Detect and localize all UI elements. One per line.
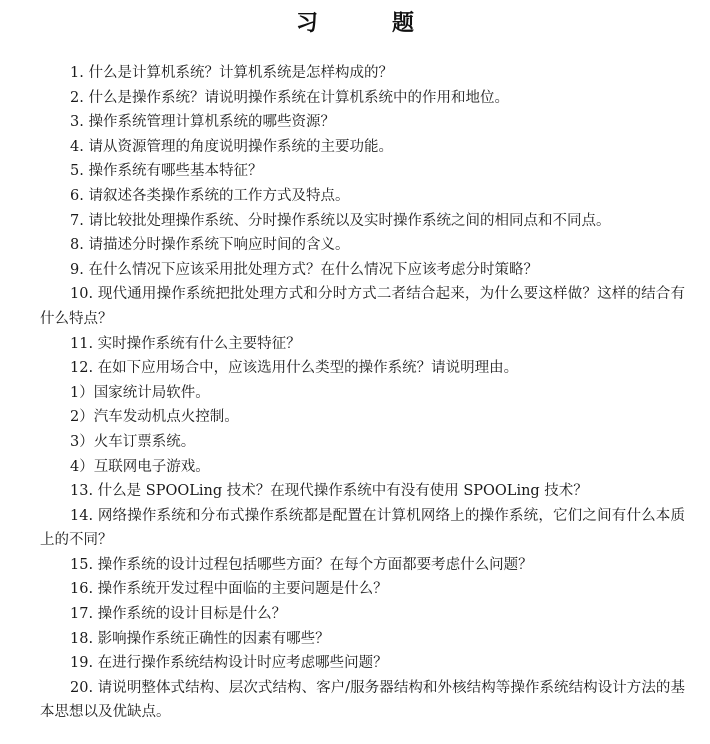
question-15: 15. 操作系统的设计过程包括哪些方面？在每个方面都要考虑什么问题？	[70, 556, 533, 573]
question-11: 11. 实时操作系统有什么主要特征？	[70, 335, 301, 352]
question-6: 6. 请叙述各类操作系统的工作方式及特点。	[70, 187, 350, 204]
question-list	[40, 61, 685, 725]
question-12-item-1: 1）国家统计局软件。	[70, 384, 210, 401]
question-4: 4. 请从资源管理的角度说明操作系统的主要功能。	[70, 138, 393, 155]
question-12-item-4: 4）互联网电子游戏。	[70, 458, 210, 475]
question-10: 10. 现代通用操作系统把批处理方式和分时方式二者结合起来，为什么要这样做？这样的结合有什么特点？	[40, 286, 685, 327]
question-7: 7. 请比较批处理操作系统、分时操作系统以及实时操作系统之间的相同点和不同点。	[70, 212, 611, 229]
question-12-item-2: 2）汽车发动机点火控制。	[70, 409, 239, 426]
question-17: 17. 操作系统的设计目标是什么？	[70, 606, 287, 623]
question-12-item-3: 3）火车订票系统。	[70, 433, 196, 450]
question-13: 13. 什么是 SPOOLing 技术？在现代操作系统中有没有使用 SPOOLing 技术？	[70, 483, 588, 500]
question-3: 3. 操作系统管理计算机系统的哪些资源？	[70, 114, 335, 131]
question-20: 20. 请说明整体式结构、层次式结构、客户/服务器结构和外核结构等操作系统结构设计方法的基本思想以及优缺点。	[40, 679, 685, 721]
question-12: 12. 在如下应用场合中，应该选用什么类型的操作系统？请说明理由。	[70, 360, 519, 377]
page-title: 习 题	[295, 11, 440, 36]
question-1: 1. 什么是计算机系统？计算机系统是怎样构成的？	[70, 65, 393, 81]
question-16: 16. 操作系统开发过程中面临的主要问题是什么？	[70, 581, 388, 598]
question-9: 9. 在什么情况下应该采用批处理方式？在什么情况下应该考虑分时策略？	[70, 261, 538, 278]
question-18: 18. 影响操作系统正确性的因素有哪些？	[70, 630, 330, 647]
question-2: 2. 什么是操作系统？请说明操作系统在计算机系统中的作用和地位。	[70, 89, 509, 106]
question-19: 19. 在进行操作系统结构设计时应考虑哪些问题？	[70, 655, 388, 672]
question-5: 5. 操作系统有哪些基本特征？	[70, 163, 263, 180]
question-8: 8. 请描述分时操作系统下响应时间的含义。	[70, 237, 350, 254]
question-14: 14. 网络操作系统和分布式操作系统都是配置在计算机网络上的操作系统，它们之间有什么本质上的不同？	[40, 507, 685, 549]
